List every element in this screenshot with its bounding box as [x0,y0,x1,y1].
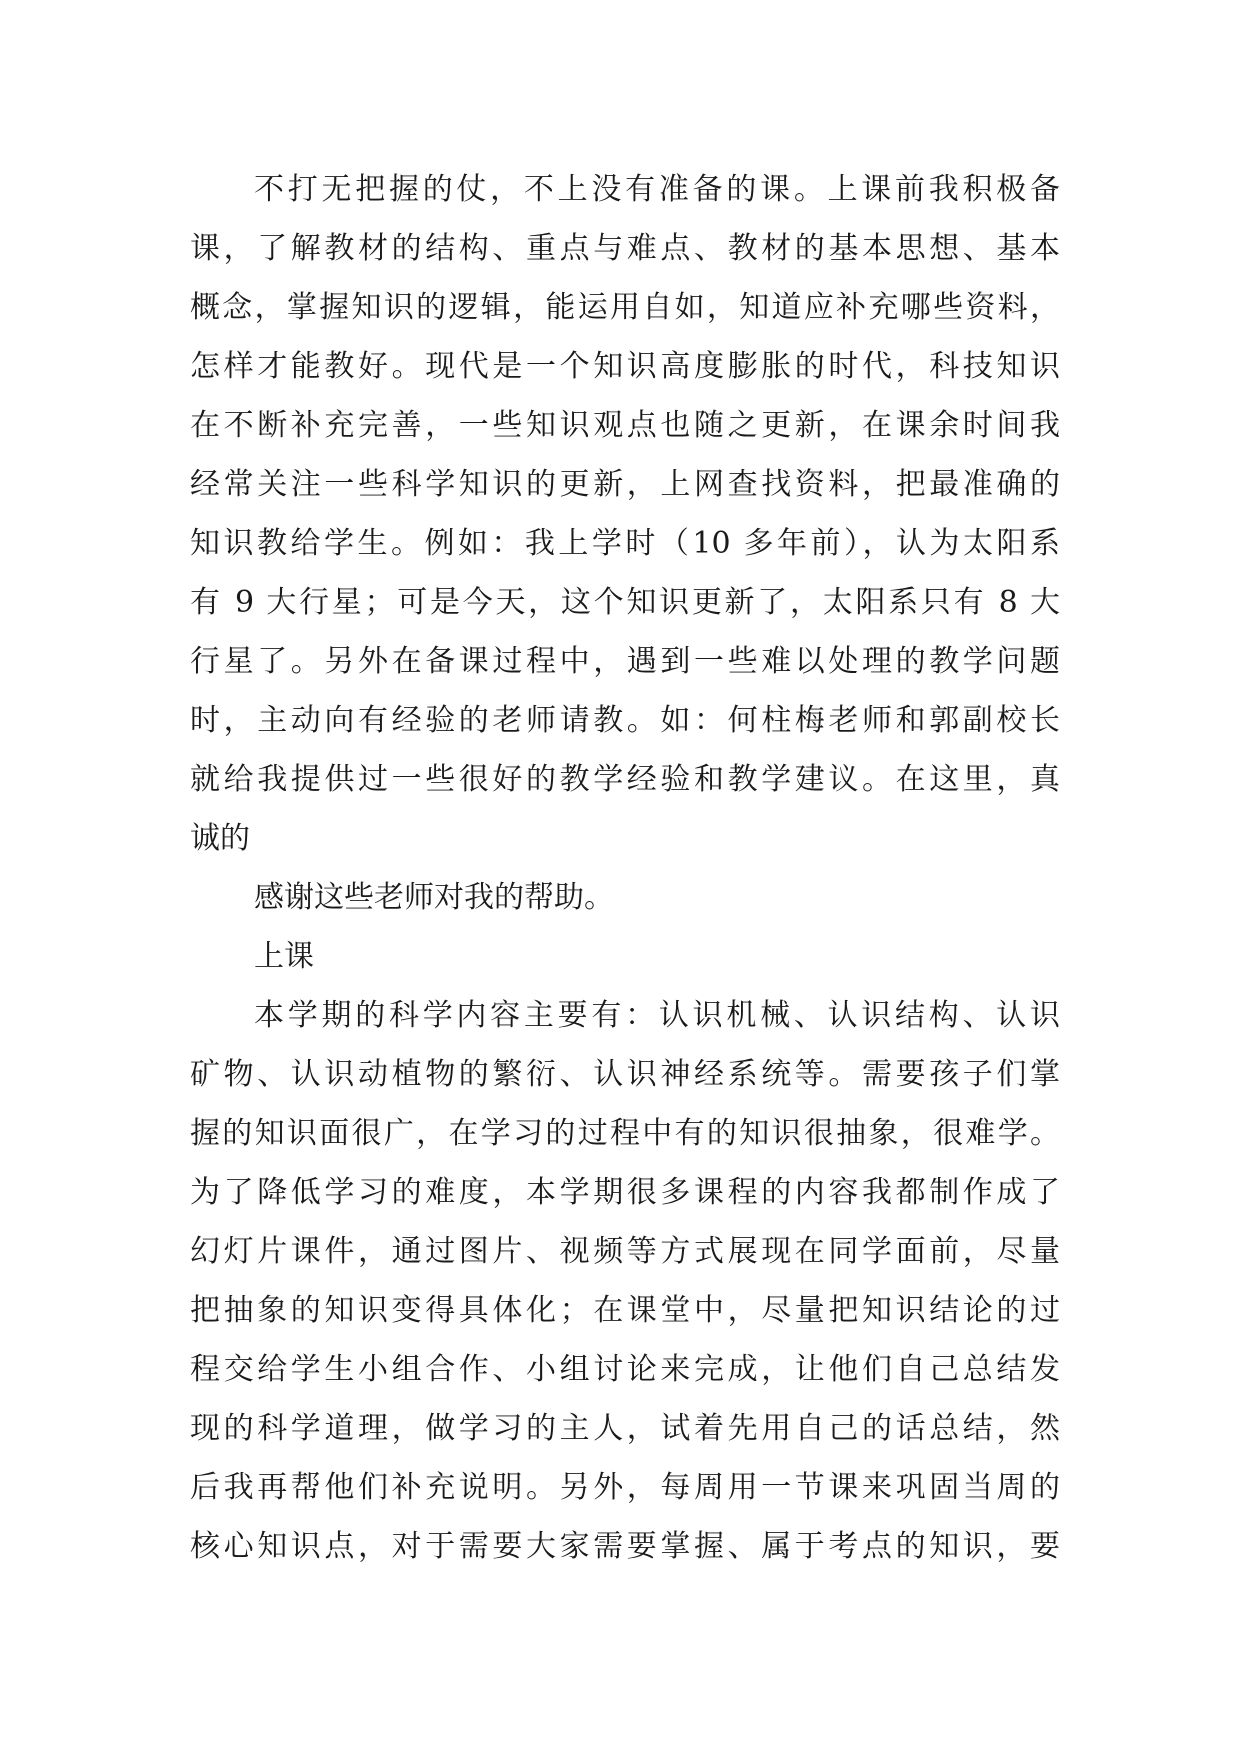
text-line: 现的科学道理，做学习的主人，试着先用自己的话总结，然 [190,1411,1060,1446]
text-line: 为了降低学习的难度，本学期很多课程的内容我都制作成了 [190,1175,1060,1210]
text-line: 时，主动向有经验的老师请教。如：何柱梅老师和郭副校长 [190,703,1060,738]
text-line: 程交给学生小组合作、小组讨论来完成，让他们自己总结发 [190,1352,1060,1387]
text-line: 诚的 [190,821,250,856]
paragraph [190,160,1060,868]
text-line: 把抽象的知识变得具体化；在课堂中，尽量把知识结论的过 [190,1293,1060,1328]
paragraph [190,927,1060,986]
text-line: 课，了解教材的结构、重点与难点、教材的基本思想、基本 [190,231,1060,266]
text-line: 核心知识点，对于需要大家需要掌握、属于考点的知识，要 [190,1529,1060,1564]
text-line: 握的知识面很广，在学习的过程中有的知识很抽象，很难学。 [190,1116,1060,1151]
text-line: 怎样才能教好。现代是一个知识高度膨胀的时代，科技知识 [190,349,1060,384]
paragraph [190,868,1060,927]
paragraph [190,986,1060,1576]
text-line: 有 9 大行星；可是今天，这个知识更新了，太阳系只有 8 大 [190,585,1060,620]
text-line: 矿物、认识动植物的繁衍、认识神经系统等。需要孩子们掌 [190,1057,1060,1092]
document-body [190,160,1060,1576]
text-line: 知识教给学生。例如：我上学时（10 多年前），认为太阳系 [190,526,1060,561]
text-line: 后我再帮他们补充说明。另外，每周用一节课来巩固当周的 [190,1470,1060,1505]
text-line: 感谢这些老师对我的帮助。 [254,880,614,915]
text-line: 就给我提供过一些很好的教学经验和教学建议。在这里，真 [190,762,1060,797]
text-line: 上课 [254,939,314,974]
text-line: 不打无把握的仗，不上没有准备的课。上课前我积极备 [254,172,1060,207]
text-line: 概念，掌握知识的逻辑，能运用自如，知道应补充哪些资料， [190,290,1060,325]
text-line: 经常关注一些科学知识的更新，上网查找资料，把最准确的 [190,467,1060,502]
text-line: 行星了。另外在备课过程中，遇到一些难以处理的教学问题 [190,644,1060,679]
text-line: 在不断补充完善，一些知识观点也随之更新，在课余时间我 [190,408,1060,443]
text-line: 本学期的科学内容主要有：认识机械、认识结构、认识 [254,998,1060,1033]
text-line: 幻灯片课件，通过图片、视频等方式展现在同学面前，尽量 [190,1234,1060,1269]
